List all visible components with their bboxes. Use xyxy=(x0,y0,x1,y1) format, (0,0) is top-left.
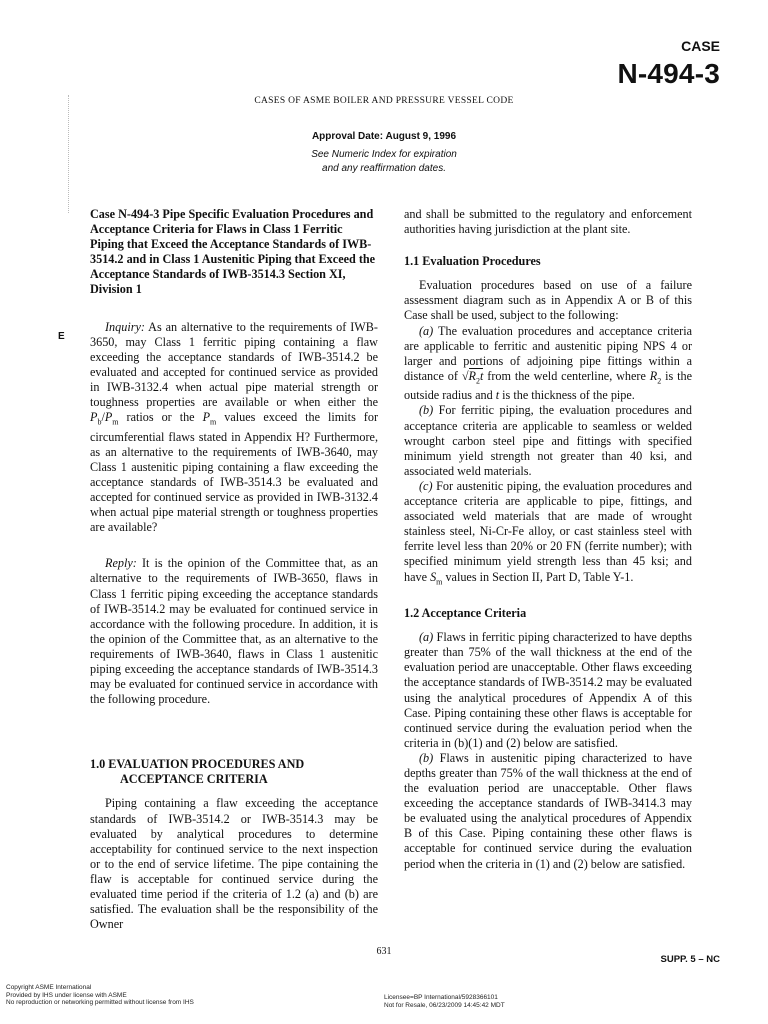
left-column xyxy=(90,207,378,932)
section-1-1-intro: Evaluation procedures based on use of a failure assessment diagram such as in Appendix A or B of this Case shall be used, subject to the following: xyxy=(404,278,692,323)
item-1-2-a xyxy=(404,630,692,751)
item-label: (a) xyxy=(419,630,434,645)
reply-paragraph xyxy=(90,556,378,707)
item-text: For ferritic piping, the evaluation procedures and acceptance criteria are applicable to seamless or welded wrought carbon steel pipe and fittings with specified minimum yield strength not greater than 40 ksi, and associated weld materials. xyxy=(404,403,692,478)
item-text: from the weld centerline, where xyxy=(483,368,650,383)
sqrt-r2t-formula: $√R_2t$ xyxy=(461,368,484,386)
section-1-0-text: Piping containing a flaw exceeding the acceptance standards of IWB-3514.2 or IWB-3514.3 may be evaluated by analytical procedures to determine acceptability for continued service to the next inspection or to the end of service lifetime. The pipe containing the flaw is acceptable for continued service during the evaluated time period if the criteria of 1.2 (a) and (b) are satisfied. The evaluation shall be the responsibility of the Owner xyxy=(90,796,378,932)
license-line-1: Licensee=BP International/5928366101 xyxy=(384,994,498,1001)
item-label: (c) xyxy=(419,478,433,493)
section-1-0-heading: 1.0 EVALUATION PROCEDURES AND ACCEPTANCE CRITERIA xyxy=(90,757,305,787)
item-text: For austenitic piping, the evaluation procedures and acceptance criteria are applicable to pipe, fittings, and associated weld materials that are made of wrought stainless steel, Ni-Cr-Fe alloy, or cast stainless steel with ferrite level less than 20% or 20 FN (ferrite number); with specified minimum yield strength less than 45 ksi; and have xyxy=(404,478,692,584)
item-1-1-c: (c) For austenitic piping, the evaluation procedures and acceptance criteria are applicable to pipe, fittings, and associated weld materials that are made of wrought stainless steel, Ni-Cr-Fe alloy, or cast stainless steel with ferrite level less than 20% or 20 FN (ferrite number); with specified minimum yield strength less than 45 ksi; and have $S_m$ values in Section II, Part D, Table Y-1. xyxy=(404,478,692,586)
running-head: CASES OF ASME BOILER AND PRESSURE VESSEL CODE xyxy=(254,96,514,106)
inquiry-text-c: values exceed the limits for circumferential flaws stated in Appendix H? Furthermore, as an alternative to the requirements of IWB-3640, may Class 1 austenitic piping containing a flaw exceeding the acceptance standards of IWB-3514.3 be evaluated and accepted for continued service as provided in IWB-3132.4 when actual pipe material strength or toughness properties are available? xyxy=(90,410,378,535)
copyright-line-3: No reproduction or networking permitted without license from IHS xyxy=(6,999,194,1006)
item-text: is the outside radius and xyxy=(404,368,692,403)
item-label: (b) xyxy=(419,750,434,765)
approval-note xyxy=(0,148,768,176)
margin-edit-mark: E xyxy=(58,331,65,342)
item-label: (b) xyxy=(419,403,434,418)
continuation-text: and shall be submitted to the regulatory and enforcement authorities having jurisdiction at the plant site. xyxy=(404,207,692,237)
item-1-2-b xyxy=(404,751,692,872)
license-line-2: Not for Resale, 06/23/2009 14:45:42 MDT xyxy=(384,1001,505,1009)
item-text: Flaws in ferritic piping characterized to have depths greater than 75% of the wall thickness at the end of the evaluation period are unacceptable. Other flaws exceeding the acceptance standards of IWB-3514.2 may be evaluated using the analytical procedures of Appendix A of this Case. Piping containing these other flaws is acceptable for continued service during the evaluation period when the criteria in (b)(1) and (2) below are satisfied. xyxy=(404,630,692,750)
inquiry-text-a: As an alternative to the requirements of IWB-3650, may Class 1 ferritic piping containing a flaw exceeding the acceptance standards of IWB-3514.2 be evaluated and accepted for continued service as provided in IWB-3132.4 when actual pipe material strength or toughness properties are available or when either the xyxy=(90,319,378,410)
item-text: values in Section II, Part D, Table Y-1. xyxy=(442,569,634,584)
approval-note-line-2: and any reaffirmation dates. xyxy=(322,163,446,174)
item-label: (a) xyxy=(419,323,434,338)
page-number: 631 xyxy=(376,946,392,957)
case-label: CASE xyxy=(681,38,720,54)
item-text: is the thickness of the pipe. xyxy=(499,388,635,403)
section-1-1-heading: 1.1 Evaluation Procedures xyxy=(404,254,541,269)
reply-label: Reply: xyxy=(105,556,137,571)
approval-date: Approval Date: August 9, 1996 xyxy=(311,131,457,142)
copyright-line-2: Provided by IHS under license with ASME xyxy=(6,991,127,999)
case-number: N-494-3 xyxy=(617,58,720,89)
supplement-label: SUPP. 5 – NC xyxy=(660,954,720,965)
copyright-line-1: Copyright ASME International xyxy=(6,984,92,991)
approval-note-line-1: See Numeric Index for expiration xyxy=(311,149,457,160)
item-text: Flaws in austenitic piping characterized to have depths greater than 75% of the wall thickness at the end of the evaluation period are unacceptable. Other flaws exceeding the acceptance standards of IWB-3414.3 may be evaluated using the analytical procedures of Appendix B of this Case. Piping containing these other flaws is acceptable for continued service during the evaluation period when the criteria in (1) and (2) below are satisfied. xyxy=(404,750,692,871)
reply-text: It is the opinion of the Committee that, as an alternative to the requirements of IWB-3650, flaws in Class 1 ferritic piping exceeding the acceptance standards of IWB-3514.2 may be evaluated for continued service in accordance with the following procedure. In addition, it is the opinion of the Committee that, as an alternative to the requirements of IWB-3640, flaws in Class 1 austenitic piping exceeding the acceptance standards of IWB-3514.3 may be evaluated for continued service in accordance with the following procedure. xyxy=(90,556,378,707)
inquiry-paragraph: Inquiry: As an alternative to the requirements of IWB-3650, may Class 1 ferritic piping containing a flaw exceeding the acceptance standards of IWB-3514.2 be evaluated and accepted for continued service as provided in IWB-3132.4 when actual pipe material strength or toughness properties are available or when either the $P_b/P_m$ ratios or the $P_m$ values exceed the limits for circumferential flaws stated in Appendix H? Furthermore, as an alternative to the requirements of IWB-3640, may Class 1 austenitic piping containing a flaw exceeding the acceptance standards of IWB-3514.3 be evaluated and accepted for continued service as provided in IWB-3132.4 when actual pipe material strength or toughness properties are available? xyxy=(90,319,378,535)
inquiry-label: Inquiry: xyxy=(105,319,145,334)
item-1-1-a: (a) The evaluation procedures and acceptance criteria are applicable to ferritic and austenitic piping NPS 4 or larger and portions of adjoining pipe fittings within a distance of $√R_2t$ from the weld centerline, where $R_2$ is the outside radius and t is the thickness of the pipe. xyxy=(404,323,692,403)
copyright-notice xyxy=(6,984,194,1007)
right-column xyxy=(404,207,692,872)
item-1-1-b xyxy=(404,403,692,478)
section-1-2-heading: 1.2 Acceptance Criteria xyxy=(404,606,527,621)
license-notice xyxy=(384,994,505,1009)
item-text: The evaluation procedures and acceptance criteria are applicable to ferritic and austenitic piping NPS 4 or larger and portions of adjoining pipe fittings within a distance of xyxy=(404,323,692,383)
case-title: Case N-494-3 Pipe Specific Evaluation Procedures and Acceptance Criteria for Flaws in Class 1 Ferritic Piping that Exceed the Acceptance Standards of IWB-3514.2 and in Class 1 Austenitic Piping that Exceed the Acceptance Standards of IWB-3514.3 Section XI, Division 1 xyxy=(90,207,376,297)
inquiry-text-b: ratios or the xyxy=(118,410,203,425)
